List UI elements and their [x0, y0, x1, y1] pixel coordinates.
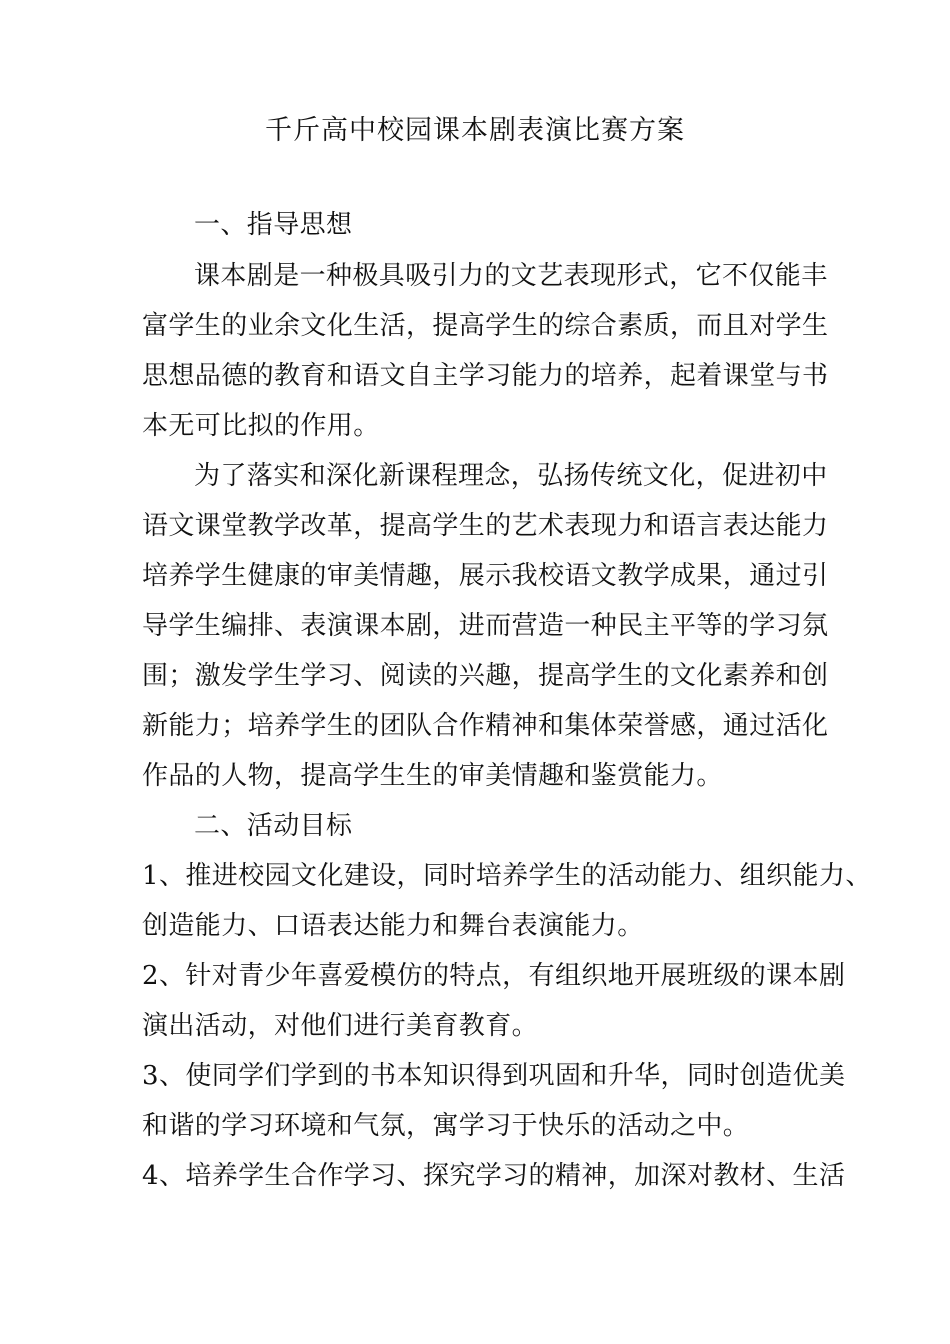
paragraph-line: 作品的人物，提高学生生的审美情趣和鉴赏能力。 — [142, 761, 723, 791]
paragraph-line: 富学生的业余文化生活，提高学生的综合素质，而且对学生 — [142, 311, 829, 341]
section-heading-guiding-ideology: 一、指导思想 — [194, 210, 353, 240]
list-item-line: 3、使同学们学到的书本知识得到巩固和升华，同时创造优美 — [142, 1061, 846, 1091]
list-item-line: 演出活动，对他们进行美育教育。 — [142, 1011, 539, 1041]
list-item-line: 4、培养学生合作学习、探究学习的精神，加深对教材、生活 — [142, 1161, 846, 1191]
paragraph-line: 导学生编排、表演课本剧，进而营造一种民主平等的学习氛 — [142, 611, 829, 641]
paragraph-line: 思想品德的教育和语文自主学习能力的培养，起着课堂与书 — [142, 361, 829, 391]
document-title: 千斤高中校园课本剧表演比赛方案 — [265, 115, 685, 146]
paragraph-line: 本无可比拟的作用。 — [142, 411, 380, 441]
list-item-line: 1、推进校园文化建设，同时培养学生的活动能力、组织能力、 — [142, 861, 872, 891]
paragraph-line: 新能力；培养学生的团队合作精神和集体荣誉感，通过活化 — [142, 711, 829, 741]
section-heading-activity-goals: 二、活动目标 — [194, 811, 353, 841]
paragraph-line: 围；激发学生学习、阅读的兴趣，提高学生的文化素养和创 — [142, 661, 829, 691]
paragraph-line: 语文课堂教学改革，提高学生的艺术表现力和语言表达能力 — [142, 511, 829, 541]
list-item-line: 2、针对青少年喜爱模仿的特点，有组织地开展班级的课本剧 — [142, 961, 846, 991]
paragraph-line: 为了落实和深化新课程理念，弘扬传统文化，促进初中 — [194, 461, 828, 491]
list-item-line: 和谐的学习环境和气氛，寓学习于快乐的活动之中。 — [142, 1111, 750, 1141]
paragraph-line: 培养学生健康的审美情趣，展示我校语文教学成果，通过引 — [142, 561, 829, 591]
paragraph-line: 课本剧是一种极具吸引力的文艺表现形式，它不仅能丰 — [194, 261, 828, 291]
list-item-line: 创造能力、口语表达能力和舞台表演能力。 — [142, 911, 644, 941]
